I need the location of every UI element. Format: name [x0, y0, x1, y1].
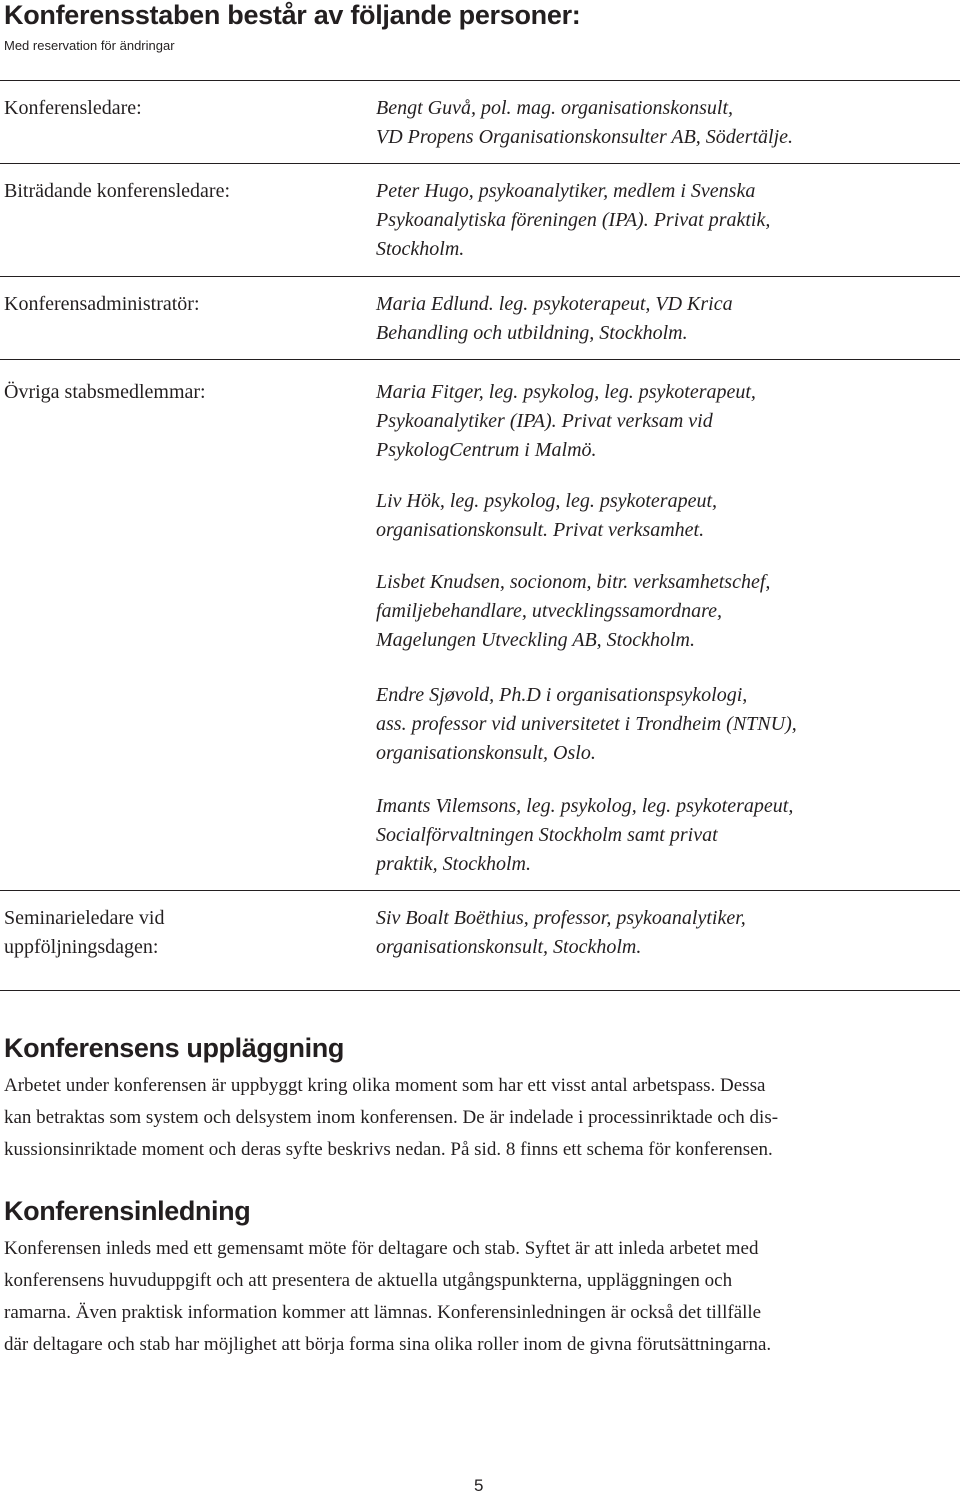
divider — [0, 276, 960, 277]
section-heading-inledning: Konferensinledning — [4, 1196, 251, 1226]
staff-entry-line: Socialförvaltningen Stockholm samt privat — [376, 824, 718, 846]
staff-entry-line: organisationskonsult, Oslo. — [376, 742, 596, 764]
divider — [0, 990, 960, 991]
staff-entry — [376, 568, 956, 655]
staff-entry-line: Lisbet Knudsen, socionom, bitr. verksamhetschef, — [376, 571, 771, 593]
staff-entry-line: organisationskonsult. Privat verksamhet. — [376, 519, 705, 541]
divider — [0, 80, 960, 81]
staff-entry-line: Siv Boalt Boëthius, professor, psykoanalytiker, — [376, 907, 746, 929]
role-label-ovriga: Övriga stabsmedlemmar: — [4, 381, 206, 403]
staff-entry-line: Psykoanalytiker (IPA). Privat verksam vid — [376, 410, 713, 432]
staff-entry — [376, 487, 956, 545]
role-label-konferensledare: Konferensledare: — [4, 97, 142, 119]
staff-entry-line: ass. professor vid universitetet i Trondheim (NTNU), — [376, 713, 797, 735]
staff-entry — [376, 681, 956, 768]
page-number: 5 — [474, 1476, 484, 1495]
section-paragraph — [4, 1070, 959, 1166]
paragraph-line: Konferensen inleds med ett gemensamt möte för deltagare och stab. Syftet är att inleda arbetet med — [4, 1238, 759, 1259]
staff-entry-line: Magelungen Utveckling AB, Stockholm. — [376, 629, 695, 651]
page-subtitle: Med reservation för ändringar — [4, 38, 175, 53]
staff-entry — [376, 904, 956, 962]
paragraph-line: kussionsinriktade moment och deras syfte beskrivs nedan. På sid. 8 finns ett schema för konferensen. — [4, 1139, 773, 1160]
section-paragraph — [4, 1233, 959, 1361]
section-heading-upplaggning: Konferensens uppläggning — [4, 1033, 344, 1063]
staff-entry-line: Behandling och utbildning, Stockholm. — [376, 322, 688, 344]
staff-entry-line: Maria Edlund. leg. psykoterapeut, VD Krica — [376, 293, 733, 315]
divider — [0, 163, 960, 164]
staff-entry-line: Peter Hugo, psykoanalytiker, medlem i Svenska — [376, 180, 756, 202]
staff-entry-line: PsykologCentrum i Malmö. — [376, 439, 597, 461]
paragraph-line: kan betraktas som system och delsystem inom konferensen. De är indelade i processinriktade och dis- — [4, 1107, 779, 1128]
staff-entry-line: Endre Sjøvold, Ph.D i organisationspsykologi, — [376, 684, 748, 706]
staff-entry-line: organisationskonsult, Stockholm. — [376, 936, 642, 958]
staff-entry-line: VD Propens Organisationskonsulter AB, Södertälje. — [376, 126, 794, 148]
staff-entry — [376, 177, 956, 264]
divider — [0, 890, 960, 891]
staff-entry-line: praktik, Stockholm. — [376, 853, 531, 875]
role-label-bitradande: Biträdande konferensledare: — [4, 180, 231, 202]
staff-entry-line: Maria Fitger, leg. psykolog, leg. psykoterapeut, — [376, 381, 756, 403]
staff-entry — [376, 94, 956, 152]
divider — [0, 359, 960, 360]
page-title: Konferensstaben består av följande personer: — [4, 0, 581, 30]
staff-entry — [376, 378, 956, 465]
paragraph-line: Arbetet under konferensen är uppbyggt kring olika moment som har ett visst antal arbetspass. Dessa — [4, 1075, 766, 1096]
role-label-line: Seminarieledare vid — [4, 907, 165, 929]
staff-entry-line: familjebehandlare, utvecklingssamordnare, — [376, 600, 723, 622]
staff-entry-line: Liv Hök, leg. psykolog, leg. psykoterapeut, — [376, 490, 718, 512]
role-label-administrator: Konferensadministratör: — [4, 293, 200, 315]
paragraph-line: ramarna. Även praktisk information kommer att lämnas. Konferensinledningen är också det tillfälle — [4, 1302, 762, 1323]
staff-entry-line: Imants Vilemsons, leg. psykolog, leg. psykoterapeut, — [376, 795, 794, 817]
staff-entry-line: Bengt Guvå, pol. mag. organisationskonsult, — [376, 97, 734, 119]
staff-entry-line: Psykoanalytiska föreningen (IPA). Privat praktik, — [376, 209, 771, 231]
staff-entry-line: Stockholm. — [376, 238, 465, 260]
staff-entry — [376, 792, 956, 879]
role-label-line: uppföljningsdagen: — [4, 936, 159, 958]
paragraph-line: konferensens huvuduppgift och att presentera de aktuella utgångspunkterna, uppläggningen och — [4, 1270, 733, 1291]
staff-entry — [376, 290, 956, 348]
paragraph-line: där deltagare och stab har möjlighet att börja forma sina olika roller inom de givna förutsättningarna. — [4, 1334, 772, 1355]
role-label-seminarieledare — [4, 904, 165, 962]
